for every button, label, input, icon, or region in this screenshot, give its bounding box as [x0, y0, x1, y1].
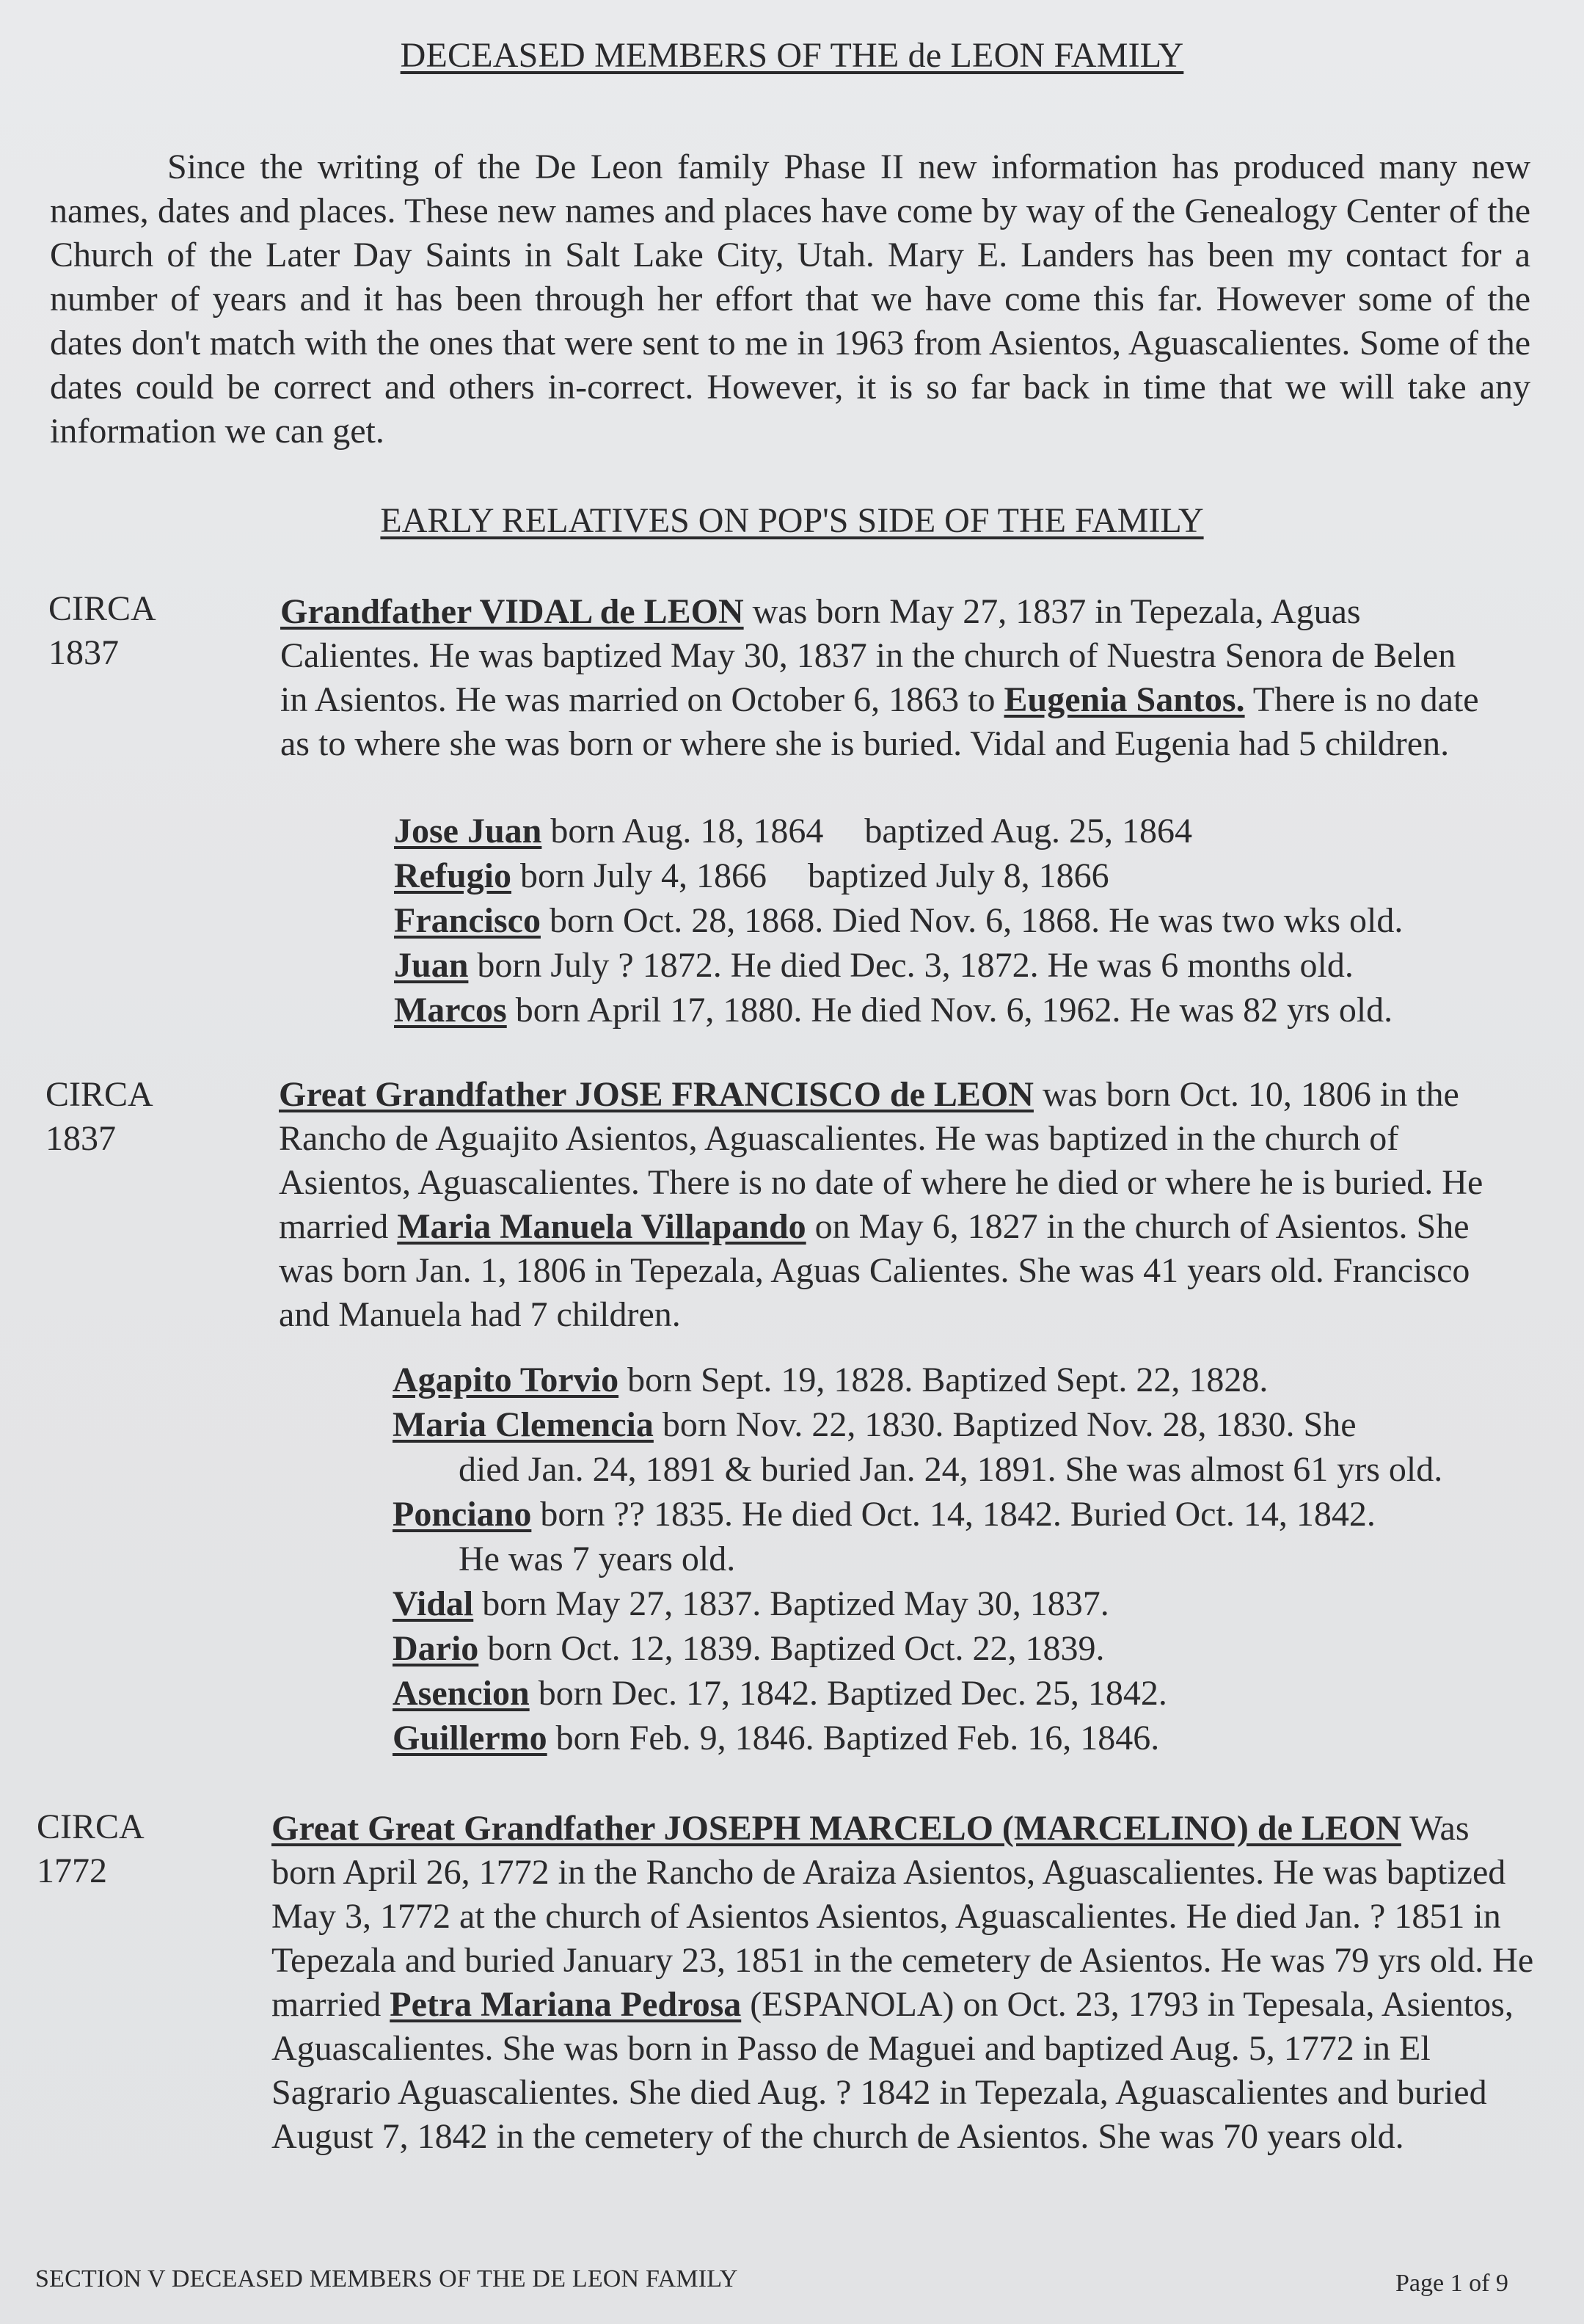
list-item	[393, 1716, 1537, 1760]
footer-section-label: SECTION V DECEASED MEMBERS OF THE DE LEON FAMILY	[35, 2265, 738, 2292]
list-item	[394, 853, 1524, 898]
ancestor-name: Great Grandfather JOSE FRANCISCO de LEON	[279, 1075, 1034, 1114]
entry-text: (ESPANOLA) on Oct. 23, 1793 in Tepesala, Asientos, Aguascalientes. She was born in Passo de Maguei and baptized Aug. 5, 1772 in El Sagrario Aguascalientes. She died Aug. ? 1842 in Tepezala, Aguascalientes and buried August 7, 1842 in the cemetery of the church de Asientos. She was 70 years old.	[271, 1985, 1514, 2156]
child-name: Refugio	[394, 856, 511, 895]
list-item	[393, 1358, 1537, 1402]
child-name: Juan	[394, 946, 469, 985]
child-name: Maria Clemencia	[393, 1405, 654, 1444]
circa-year: 1837	[48, 633, 119, 672]
entry-paragraph	[279, 1073, 1511, 1337]
children-list	[394, 809, 1524, 1032]
child-text: born Sept. 19, 1828. Baptized Sept. 22, 1828.	[618, 1360, 1269, 1399]
child-text: born Feb. 9, 1846. Baptized Feb. 16, 1846.	[547, 1719, 1160, 1757]
entry-paragraph	[280, 590, 1483, 766]
child-text: born Oct. 28, 1868. Died Nov. 6, 1868. He was two wks old.	[540, 901, 1404, 940]
child-text: baptized Aug. 25, 1864	[864, 812, 1192, 850]
child-name: Jose Juan	[394, 812, 542, 850]
circa-label	[37, 1805, 145, 1893]
child-name: Dario	[393, 1629, 479, 1668]
child-name: Francisco	[394, 901, 541, 940]
spouse-name: Petra Mariana Pedrosa	[390, 1985, 742, 2024]
circa-year: 1837	[45, 1119, 116, 1158]
entry-text: on May 6, 1827 in the church of Asientos. She was born Jan. 1, 1806 in Tepezala, Aguas Calientes. She was 41 years old. Francisco and Manuela had 7 children.	[279, 1207, 1470, 1334]
child-text: baptized July 8, 1866	[807, 856, 1109, 895]
circa-word: CIRCA	[37, 1807, 145, 1846]
circa-label	[48, 587, 156, 675]
page-title: DECEASED MEMBERS OF THE de LEON FAMILY	[400, 36, 1184, 75]
list-item	[393, 1671, 1537, 1716]
child-text: born ?? 1835. He died Oct. 14, 1842. Buried Oct. 14, 1842.	[531, 1495, 1376, 1534]
circa-word: CIRCA	[48, 589, 156, 628]
entry-text: was born May 27, 1837 in Tepezala, Aguas Calientes. He was baptized May 30, 1837 in the church of Nuestra Senora de Belen in Asientos. He was married on October 6, 1863 to	[280, 592, 1456, 719]
child-name: Guillermo	[393, 1719, 547, 1757]
intro-paragraph: Since the writing of the De Leon family Phase II new information has produced many new names, dates and places. These new names and places have come by way of the Genealogy Center of the Church of the Later Day Saints in Salt Lake City, Utah. Mary E. Landers has been my contact for a number of years and it has been through her effort that we have come this far. However some of the dates don't match with the ones that were sent to me in 1963 from Asientos, Aguascalientes. Some of the dates could be correct and others in-correct. However, it is so far back in time that we will take any information we can get.	[50, 147, 1530, 451]
list-item	[393, 1402, 1537, 1492]
spouse-name: Eugenia Santos.	[1004, 680, 1245, 719]
list-item	[394, 943, 1524, 988]
child-text-continued: died Jan. 24, 1891 & buried Jan. 24, 1891. She was almost 61 yrs old.	[459, 1450, 1443, 1489]
child-name: Vidal	[393, 1584, 474, 1623]
entry-text: was born Oct. 10, 1806 in the Rancho de Aguajito Asientos, Aguascalientes. He was baptized in the church of Asientos, Aguascalientes. There is no date of where he died or where he is buried. He married	[279, 1075, 1483, 1246]
children-list	[393, 1358, 1537, 1760]
child-text: born July ? 1872. He died Dec. 3, 1872. He was 6 months old.	[468, 946, 1354, 985]
list-item	[393, 1626, 1537, 1671]
circa-word: CIRCA	[45, 1075, 153, 1114]
circa-year: 1772	[37, 1851, 107, 1890]
child-name: Marcos	[394, 991, 507, 1030]
child-text: born Nov. 22, 1830. Baptized Nov. 28, 1830. She	[653, 1405, 1357, 1444]
child-text: born May 27, 1837. Baptized May 30, 1837.	[473, 1584, 1109, 1623]
child-text: born Aug. 18, 1864	[541, 812, 824, 850]
footer-page-number: Page 1 of 9	[1395, 2270, 1508, 2297]
child-name: Ponciano	[393, 1495, 532, 1534]
entry-text: Was born April 26, 1772 in the Rancho de Araiza Asientos, Aguascalientes. He was baptized May 3, 1772 at the church of Asientos Asientos, Aguascalientes. He died Jan. ? 1851 in Tepezala and buried January 23, 1851 in the cemetery de Asientos. He was 79 yrs old. He married	[271, 1809, 1534, 2024]
circa-label	[45, 1073, 153, 1161]
list-item	[394, 988, 1524, 1032]
child-name: Agapito Torvio	[393, 1360, 619, 1399]
child-text: born Oct. 12, 1839. Baptized Oct. 22, 1839.	[478, 1629, 1105, 1668]
list-item	[394, 809, 1524, 853]
ancestor-name: Great Great Grandfather JOSEPH MARCELO (MARCELINO) de LEON	[271, 1809, 1401, 1848]
child-text: born July 4, 1866	[511, 856, 767, 895]
child-text: born Dec. 17, 1842. Baptized Dec. 25, 1842.	[529, 1674, 1167, 1713]
list-item	[394, 898, 1524, 943]
entry-paragraph	[271, 1807, 1541, 2159]
child-name: Asencion	[393, 1674, 530, 1713]
ancestor-name: Grandfather VIDAL de LEON	[280, 592, 744, 631]
child-text: born April 17, 1880. He died Nov. 6, 1962. He was 82 yrs old.	[506, 991, 1393, 1030]
spouse-name: Maria Manuela Villapando	[397, 1207, 806, 1246]
section-title: EARLY RELATIVES ON POP'S SIDE OF THE FAMILY	[380, 501, 1204, 540]
entry-text: There is no date as to where she was born or where she is buried. Vidal and Eugenia had 5 children.	[280, 680, 1479, 763]
child-text-continued: He was 7 years old.	[459, 1540, 736, 1578]
list-item	[393, 1492, 1537, 1581]
list-item	[393, 1581, 1537, 1626]
